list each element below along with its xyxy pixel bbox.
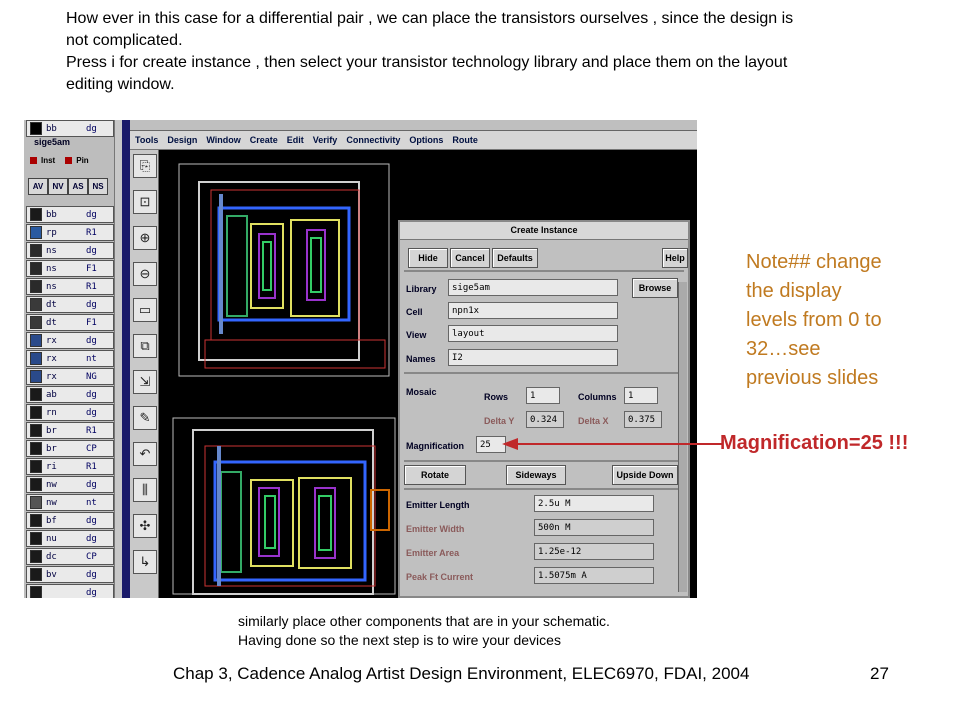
layer-purpose: dg bbox=[86, 479, 97, 490]
layer-purpose: dg bbox=[86, 389, 97, 400]
lsw-top-layer[interactable] bbox=[26, 120, 114, 137]
hide-button[interactable]: Hide bbox=[408, 248, 448, 268]
layer-purpose: nt bbox=[86, 353, 97, 364]
mosaic-label: Mosaic bbox=[406, 387, 437, 397]
note-line: previous slides bbox=[746, 367, 879, 389]
emitter-length-label: Emitter Length bbox=[406, 500, 470, 510]
names-field[interactable]: I2 bbox=[448, 349, 618, 366]
fit-window-icon[interactable]: ⊡ bbox=[133, 190, 157, 214]
note-line: levels from 0 to bbox=[746, 309, 882, 331]
lsw-inst-pin bbox=[30, 156, 89, 165]
layer-row[interactable] bbox=[26, 386, 114, 403]
layer-swatch bbox=[30, 532, 42, 545]
library-label: Library bbox=[406, 284, 437, 294]
layer-row[interactable] bbox=[26, 458, 114, 475]
menu-connectivity[interactable]: Connectivity bbox=[346, 135, 401, 145]
layer-swatch bbox=[30, 122, 42, 135]
layer-purpose: R1 bbox=[86, 227, 97, 238]
magnification-field[interactable]: 25 bbox=[476, 436, 506, 453]
columns-field[interactable]: 1 bbox=[624, 387, 658, 404]
create-instance-dialog bbox=[398, 220, 690, 598]
magnification-label: Magnification bbox=[406, 441, 464, 451]
layer-purpose: dg bbox=[86, 533, 97, 544]
layer-purpose: F1 bbox=[86, 263, 97, 274]
sideways-button[interactable]: Sideways bbox=[506, 465, 566, 485]
window-titlebar bbox=[130, 120, 697, 131]
save-icon[interactable]: ⎘ bbox=[133, 154, 157, 178]
layer-name: ri bbox=[46, 461, 57, 472]
caption bbox=[238, 612, 610, 650]
layer-name: bb bbox=[46, 209, 57, 220]
layer-row[interactable] bbox=[26, 422, 114, 439]
delta-x-label: Delta X bbox=[578, 416, 609, 426]
pin-checkbox[interactable] bbox=[65, 157, 72, 164]
ns-button[interactable]: NS bbox=[88, 178, 108, 195]
intro-line: Press i for create instance , then select your transistor technology library and place them on the layout bbox=[66, 54, 788, 71]
inst-label: Inst bbox=[41, 156, 56, 165]
layer-row[interactable] bbox=[26, 296, 114, 313]
dialog-separator bbox=[404, 270, 684, 272]
pin-label: Pin bbox=[76, 156, 89, 165]
transistor-layout-upper bbox=[179, 164, 389, 376]
layer-swatch bbox=[30, 316, 42, 329]
layer-purpose: nt bbox=[86, 497, 97, 508]
layer-name: nw bbox=[46, 497, 57, 508]
library-field[interactable]: sige5am bbox=[448, 279, 618, 296]
layer-swatch bbox=[30, 406, 42, 419]
layer-purpose: dg bbox=[86, 123, 97, 134]
layer-name: ns bbox=[46, 263, 57, 274]
menu-route[interactable]: Route bbox=[452, 135, 478, 145]
menu-create[interactable]: Create bbox=[249, 135, 278, 145]
tool-palette bbox=[130, 150, 159, 598]
dialog-title: Create Instance bbox=[400, 222, 688, 240]
layer-swatch bbox=[30, 370, 42, 383]
av-button[interactable]: AV bbox=[28, 178, 48, 195]
delta-y-field[interactable]: 0.324 bbox=[526, 411, 564, 428]
layer-purpose: dg bbox=[86, 299, 97, 310]
layer-row[interactable] bbox=[26, 260, 114, 277]
layer-swatch bbox=[30, 334, 42, 347]
layer-row[interactable] bbox=[26, 404, 114, 421]
stretch-icon[interactable]: ▭ bbox=[133, 298, 157, 322]
zoom-out-icon[interactable]: ⊖ bbox=[133, 262, 157, 286]
caption-line: Having done so the next step is to wire your devices bbox=[238, 632, 561, 648]
layer-purpose: dg bbox=[86, 407, 97, 418]
layer-row[interactable] bbox=[26, 440, 114, 457]
layer-swatch bbox=[30, 460, 42, 473]
cadence-screenshot bbox=[24, 120, 697, 598]
columns-label: Columns bbox=[578, 392, 617, 402]
cell-label: Cell bbox=[406, 307, 423, 317]
cell-field[interactable]: npn1x bbox=[448, 302, 618, 319]
emitter-width-field[interactable]: 500n M bbox=[534, 519, 654, 536]
view-label: View bbox=[406, 330, 427, 340]
layer-purpose: R1 bbox=[86, 281, 97, 292]
layer-purpose: dg bbox=[86, 245, 97, 256]
layer-purpose: dg bbox=[86, 209, 97, 220]
layer-purpose: dg bbox=[86, 515, 97, 526]
names-label: Names bbox=[406, 354, 436, 364]
rows-field[interactable]: 1 bbox=[526, 387, 560, 404]
layer-name: br bbox=[46, 425, 57, 436]
cancel-button[interactable]: Cancel bbox=[450, 248, 490, 268]
layer-purpose: dg bbox=[86, 335, 97, 346]
layer-name: br bbox=[46, 443, 57, 454]
layer-name: rx bbox=[46, 371, 57, 382]
layer-purpose: dg bbox=[86, 587, 97, 598]
intro-line: How ever in this case for a differential pair , we can place the transistors ourselves , since the design is bbox=[66, 10, 794, 27]
inst-checkbox[interactable] bbox=[30, 157, 37, 164]
layer-row[interactable] bbox=[26, 584, 114, 598]
layer-swatch bbox=[30, 586, 42, 598]
layer-name: bv bbox=[46, 569, 57, 580]
layer-swatch bbox=[30, 496, 42, 509]
layer-swatch bbox=[30, 424, 42, 437]
layer-row[interactable] bbox=[26, 512, 114, 529]
layer-name: rx bbox=[46, 335, 57, 346]
layer-swatch bbox=[30, 478, 42, 491]
layer-row[interactable] bbox=[26, 368, 114, 385]
layer-purpose: R1 bbox=[86, 425, 97, 436]
layer-purpose: F1 bbox=[86, 317, 97, 328]
slide-footer: Chap 3, Cadence Analog Artist Design Environment, ELEC6970, FDAI, 2004 bbox=[173, 664, 750, 683]
layer-row[interactable] bbox=[26, 206, 114, 223]
peak-ft-current-label: Peak Ft Current bbox=[406, 572, 474, 582]
path-icon[interactable]: ↳ bbox=[133, 550, 157, 574]
move-icon[interactable]: ⇲ bbox=[133, 370, 157, 394]
layer-swatch bbox=[30, 208, 42, 221]
menu-design[interactable]: Design bbox=[167, 135, 198, 145]
layer-name: bf bbox=[46, 515, 57, 526]
layer-row[interactable] bbox=[26, 224, 114, 241]
layer-row[interactable] bbox=[26, 278, 114, 295]
layer-purpose: CP bbox=[86, 551, 97, 562]
layer-swatch bbox=[30, 262, 42, 275]
zoom-in-icon[interactable]: ⊕ bbox=[133, 226, 157, 250]
delete-icon[interactable]: ✎ bbox=[133, 406, 157, 430]
layer-purpose: dg bbox=[86, 569, 97, 580]
rotate-button[interactable]: Rotate bbox=[404, 465, 466, 485]
layer-name: ns bbox=[46, 281, 57, 292]
layer-swatch bbox=[30, 442, 42, 455]
layer-name: dt bbox=[46, 317, 57, 328]
view-field[interactable]: layout bbox=[448, 325, 618, 342]
delta-y-label: Delta Y bbox=[484, 416, 515, 426]
layer-row[interactable] bbox=[26, 476, 114, 493]
layer-name: dc bbox=[46, 551, 57, 562]
layer-name: rx bbox=[46, 353, 57, 364]
undo-icon[interactable]: ↶ bbox=[133, 442, 157, 466]
layer-swatch bbox=[30, 226, 42, 239]
emitter-area-field[interactable]: 1.25e-12 bbox=[534, 543, 654, 560]
menu-bar bbox=[130, 131, 697, 150]
layer-name: rp bbox=[46, 227, 57, 238]
peak-ft-current-field[interactable]: 1.5075m A bbox=[534, 567, 654, 584]
emitter-length-field[interactable]: 2.5u M bbox=[534, 495, 654, 512]
layer-row[interactable] bbox=[26, 332, 114, 349]
help-button[interactable]: Help bbox=[662, 248, 688, 268]
layer-swatch bbox=[30, 514, 42, 527]
layer-name: nu bbox=[46, 533, 57, 544]
intro-line: editing window. bbox=[66, 76, 175, 93]
menu-edit[interactable]: Edit bbox=[286, 135, 304, 145]
layer-row[interactable] bbox=[26, 566, 114, 583]
layer-row[interactable] bbox=[26, 548, 114, 565]
layer-swatch bbox=[30, 550, 42, 563]
layer-name: ab bbox=[46, 389, 57, 400]
dialog-separator bbox=[404, 488, 684, 490]
intro-text bbox=[66, 8, 926, 96]
layer-name: ns bbox=[46, 245, 57, 256]
as-button[interactable]: AS bbox=[68, 178, 88, 195]
layer-name: nw bbox=[46, 479, 57, 490]
ruler-icon[interactable]: ⫼ bbox=[133, 478, 157, 502]
magnification-arrow bbox=[500, 432, 730, 456]
layer-swatch bbox=[30, 352, 42, 365]
layer-name: dt bbox=[46, 299, 57, 310]
layer-swatch bbox=[30, 568, 42, 581]
intro-line: not complicated. bbox=[66, 32, 183, 49]
defaults-button[interactable]: Defaults bbox=[492, 248, 538, 268]
layer-row[interactable] bbox=[26, 494, 114, 511]
layer-swatch bbox=[30, 388, 42, 401]
menu-window[interactable]: Window bbox=[206, 135, 241, 145]
menu-options[interactable]: Options bbox=[409, 135, 444, 145]
dialog-separator bbox=[404, 460, 684, 462]
caption-line: similarly place other components that are in your schematic. bbox=[238, 613, 610, 629]
layer-row[interactable] bbox=[26, 530, 114, 547]
rows-label: Rows bbox=[484, 392, 509, 402]
layer-swatch bbox=[30, 280, 42, 293]
lsw-library-name: sige5am bbox=[34, 137, 71, 147]
note-line: the display bbox=[746, 280, 842, 302]
emitter-area-label: Emitter Area bbox=[406, 548, 460, 558]
layer-row[interactable] bbox=[26, 350, 114, 367]
property-icon[interactable]: ✣ bbox=[133, 514, 157, 538]
layer-name: bb bbox=[46, 123, 57, 134]
menu-tools[interactable]: Tools bbox=[135, 135, 159, 145]
layer-row[interactable] bbox=[26, 242, 114, 259]
layer-purpose: CP bbox=[86, 443, 97, 454]
emitter-width-label: Emitter Width bbox=[406, 524, 465, 534]
note-line: Note## change bbox=[746, 251, 882, 273]
page-number: 27 bbox=[870, 664, 889, 683]
display-levels-note bbox=[746, 248, 946, 393]
note-line: 32…see bbox=[746, 338, 821, 360]
lsw-scrollbar[interactable] bbox=[122, 120, 130, 598]
layer-name: rn bbox=[46, 407, 57, 418]
browse-button[interactable]: Browse bbox=[632, 278, 678, 298]
layer-select-window bbox=[24, 120, 115, 598]
layer-swatch bbox=[30, 244, 42, 257]
layer-purpose: R1 bbox=[86, 461, 97, 472]
layer-swatch bbox=[30, 298, 42, 311]
menu-verify[interactable]: Verify bbox=[312, 135, 338, 145]
delta-x-field[interactable]: 0.375 bbox=[624, 411, 662, 428]
layer-row[interactable] bbox=[26, 314, 114, 331]
dialog-separator bbox=[404, 372, 684, 374]
transistor-layout-lower bbox=[173, 418, 395, 594]
nv-button[interactable]: NV bbox=[48, 178, 68, 195]
upside-down-button[interactable]: Upside Down bbox=[612, 465, 678, 485]
magnification-note: Magnification=25 !!! bbox=[720, 432, 909, 454]
copy-icon[interactable]: ⧉ bbox=[133, 334, 157, 358]
layer-purpose: NG bbox=[86, 371, 97, 382]
